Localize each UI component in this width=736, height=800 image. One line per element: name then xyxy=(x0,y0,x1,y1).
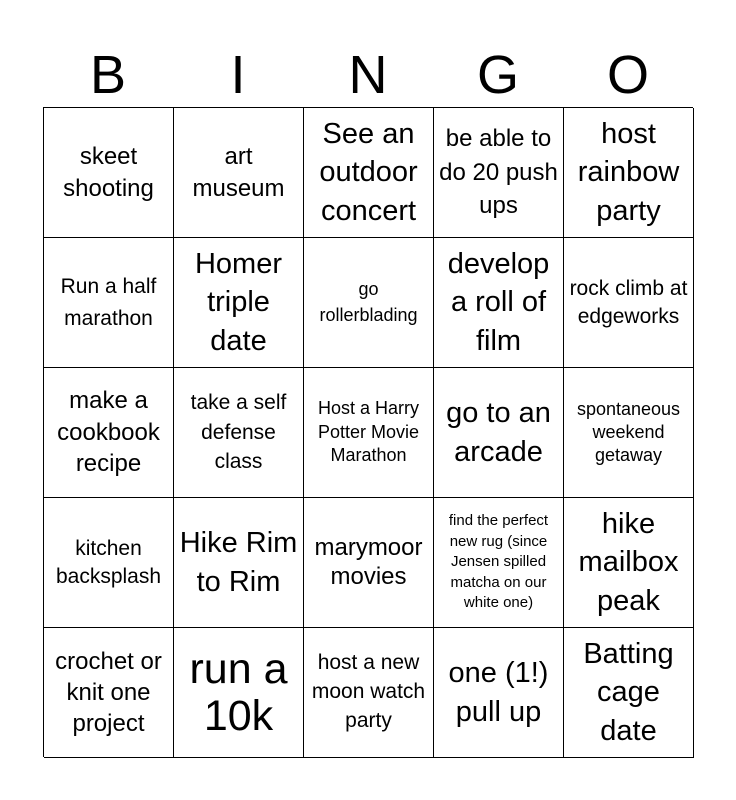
bingo-cell-label: Host a Harry Potter Movie Marathon xyxy=(317,397,420,466)
bingo-cell-label: See an outdoor concert xyxy=(319,117,418,227)
bingo-cell-label: kitchen backsplash xyxy=(55,536,162,588)
bingo-cell[interactable] xyxy=(174,498,304,628)
bingo-cell-label: go rollerblading xyxy=(319,279,418,325)
bingo-cell[interactable] xyxy=(44,498,174,628)
bingo-cell[interactable] xyxy=(44,108,174,238)
header-letter-g: G xyxy=(476,45,519,105)
bingo-cell-label: develop a roll of film xyxy=(447,247,550,357)
bingo-cell[interactable] xyxy=(174,628,304,758)
bingo-cell-label: take a self defense class xyxy=(190,391,287,474)
bingo-cell[interactable] xyxy=(304,498,434,628)
bingo-cell-label: one (1!) pull up xyxy=(448,656,549,728)
bingo-cell[interactable] xyxy=(304,238,434,368)
header-letter-i: I xyxy=(230,45,246,105)
bingo-cell-label: Homer triple date xyxy=(194,247,282,357)
bingo-cell[interactable] xyxy=(564,108,694,238)
bingo-cell[interactable] xyxy=(174,368,304,498)
header-letter-o: O xyxy=(606,45,649,105)
bingo-cell[interactable] xyxy=(564,628,694,758)
bingo-cell-label: rock climb at edgeworks xyxy=(569,276,688,328)
bingo-cell[interactable] xyxy=(304,108,434,238)
bingo-cell[interactable] xyxy=(304,368,434,498)
bingo-cell[interactable] xyxy=(174,108,304,238)
bingo-cell[interactable] xyxy=(434,108,564,238)
bingo-cell[interactable] xyxy=(44,368,174,498)
bingo-cell-label: Run a half marathon xyxy=(60,275,157,330)
bingo-cell-label: make a cookbook recipe xyxy=(57,386,160,478)
bingo-cell-label: Batting cage date xyxy=(583,637,674,747)
bingo-cell[interactable] xyxy=(44,238,174,368)
bingo-cell-label: crochet or knit one project xyxy=(55,647,162,738)
bingo-header xyxy=(43,44,693,106)
bingo-cell-label: run a 10k xyxy=(189,645,288,740)
bingo-cell[interactable] xyxy=(434,368,564,498)
bingo-cell[interactable] xyxy=(434,628,564,758)
bingo-cell[interactable] xyxy=(564,368,694,498)
bingo-cell[interactable] xyxy=(304,628,434,758)
bingo-cell-label: skeet shooting xyxy=(63,142,154,202)
bingo-cell-label: host a new moon watch party xyxy=(311,651,426,732)
bingo-cell[interactable] xyxy=(564,238,694,368)
bingo-cell-label: go to an arcade xyxy=(446,396,551,468)
bingo-cell-label: hike mailbox peak xyxy=(578,507,679,617)
bingo-cell-label: spontaneous weekend getaway xyxy=(576,398,681,466)
bingo-cell[interactable] xyxy=(434,498,564,628)
bingo-cell[interactable] xyxy=(434,238,564,368)
bingo-cell[interactable] xyxy=(564,498,694,628)
bingo-board xyxy=(43,107,693,757)
bingo-cell-label: art museum xyxy=(192,142,285,202)
bingo-cell[interactable] xyxy=(174,238,304,368)
bingo-cell-label: host rainbow party xyxy=(577,117,680,227)
header-letter-b: B xyxy=(89,45,127,105)
bingo-cell[interactable] xyxy=(44,628,174,758)
bingo-cell-label: find the perfect new rug (since Jensen spilled matcha on our white one) xyxy=(448,512,549,612)
bingo-cell-label: be able to do 20 push ups xyxy=(439,125,558,220)
header-letter-n: N xyxy=(348,45,388,105)
bingo-cell-label: marymoor movies xyxy=(314,533,423,590)
bingo-cell-label: Hike Rim to Rim xyxy=(179,526,298,598)
